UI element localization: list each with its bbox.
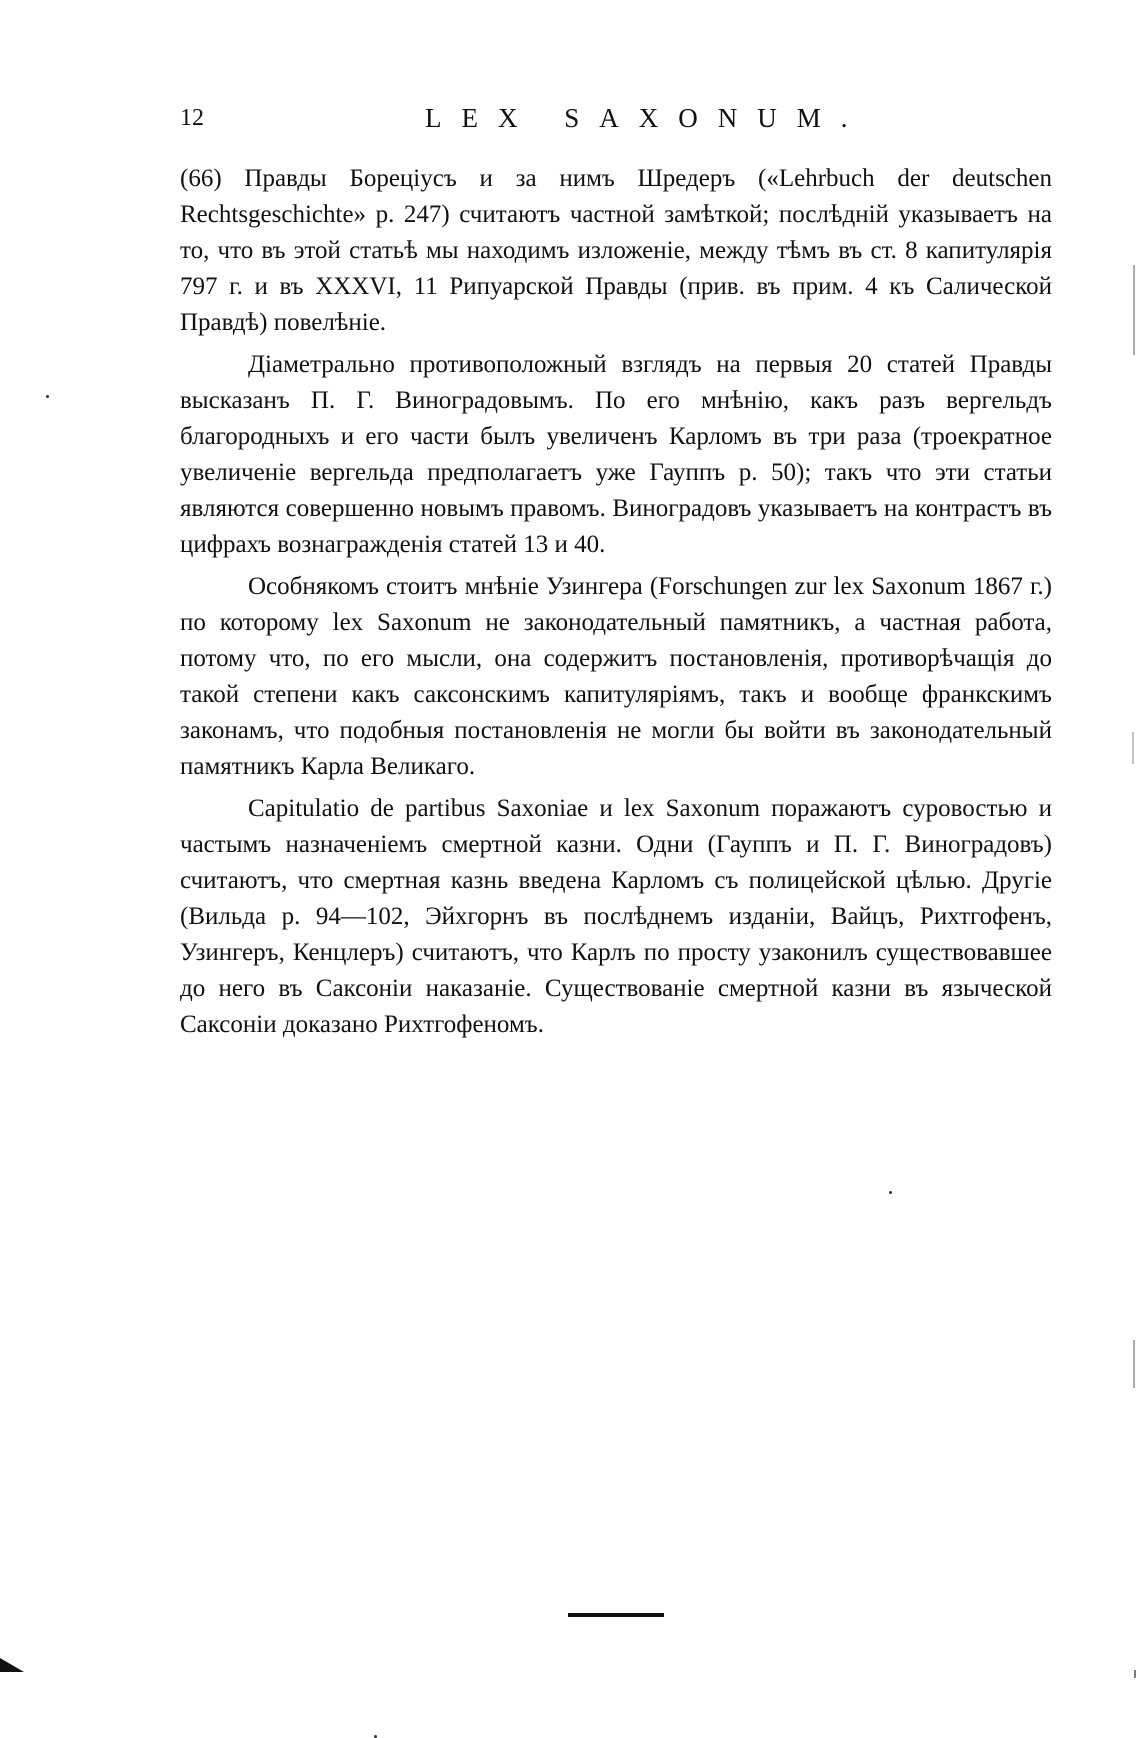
running-title: LEX SAXONUM. — [425, 103, 868, 133]
scan-speck — [889, 1191, 892, 1194]
scan-edge-mark — [1132, 732, 1134, 764]
scan-speck — [46, 395, 49, 398]
paragraph-usinger: Особнякомъ стоитъ мнѣнiе Узингера (Forschungen zur lex Saxonum 1867 г.) по которому lex Saxonum не законодательный памятникъ, а частная работа, потому что, по его мысли, она содержитъ постановленiя, противорѣчащiя до такой степени какъ саксонскимъ капитулярiямъ, такъ и вообще франкскимъ законамъ, что подобныя постановленiя не могли бы войти въ законодательный памятникъ Карла Великаго. — [180, 573, 1052, 780]
scan-edge-mark — [1133, 1340, 1135, 1388]
corner-scan-mark — [0, 1658, 24, 1672]
page-number: 12 — [180, 105, 204, 131]
section-end-rule — [568, 1613, 664, 1617]
page-header — [180, 104, 1060, 144]
paragraph-capitulatio: Capitulatio de partibus Saxoniae и lex Saxonum поражаютъ суровостью и частымъ назначенiемъ смертной казни. Одни (Гауппъ и П. Г. Виноградовъ) считаютъ, что смертная казнь введена Карломъ съ полицейской цѣлью. Другiе (Вильда p. 94—102, Эйхгорнъ въ послѣднемъ изданiи, Вайцъ, Рихтгофенъ, Узингеръ, Кенцлеръ) считаютъ, что Карлъ по просту узаконилъ существовавшее до него въ Саксонiи наказанiе. Существованiе смертной казни въ языческой Саксонiи доказано Рихтгофеномъ. — [180, 795, 1052, 1038]
scan-edge-mark — [1134, 1670, 1136, 1678]
paragraph-continuation: (66) Правды Борецiусъ и за нимъ Шредеръ («Lehrbuch der deutschen Rechtsgeschichte» p. 247) считаютъ частной замѣткой; послѣднiй указываетъ на то, что въ этой статьѣ мы находимъ изложенiе, между тѣмъ въ ст. 8 капитулярiя 797 г. и въ XXXVI, 11 Рипуарской Правды (прив. въ прим. 4 къ Салической Правдѣ) повелѣнiе. — [180, 165, 1052, 336]
paragraph-vinogradov: Дiаметрально противоположный взглядъ на первыя 20 статей Правды высказанъ П. Г. Виноградовымъ. По его мнѣнiю, какъ разъ вергельдъ благородныхъ и его части былъ увеличенъ Карломъ въ три раза (троекратное увеличенiе вергельда предполагаетъ уже Гауппъ p. 50); такъ что эти статьи являются совершенно новымъ правомъ. Виноградовъ указываетъ на контрастъ въ цифрахъ вознагражденiя статей 13 и 40. — [180, 351, 1052, 558]
main-text — [180, 161, 1052, 1049]
scan-edge-mark — [1133, 265, 1135, 355]
